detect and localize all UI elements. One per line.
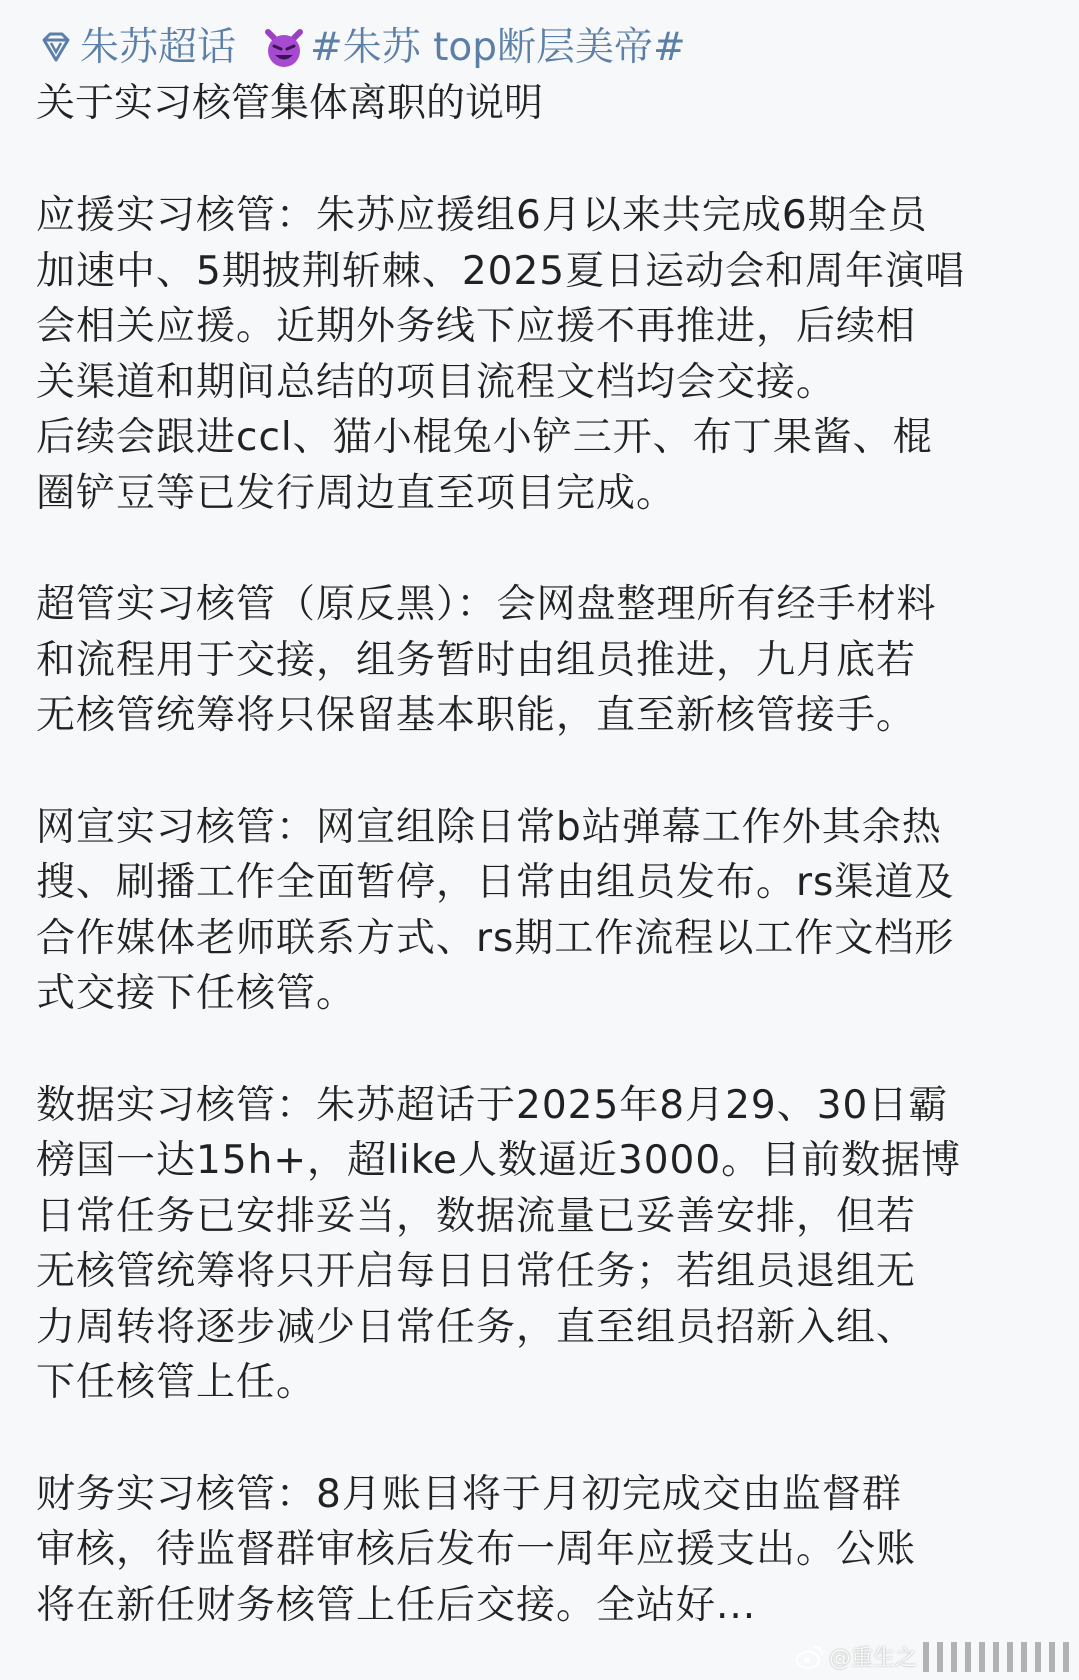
section-supervisor: [36, 577, 1046, 744]
text-line: 网宣实习核管：网宣组除日常b站弹幕工作外其余热: [36, 804, 942, 850]
text-line: 超管实习核管（原反黑）：会网盘整理所有经手材料: [36, 582, 937, 627]
section-finance: [36, 1467, 1046, 1634]
text-line: 日常任务已安排妥当，数据流量已妥善安排，但若: [36, 1193, 917, 1239]
supertopic-link[interactable]: 朱苏超话: [80, 25, 237, 70]
diamond-icon: [36, 28, 76, 68]
text-line: 力周转将逐步减少日常任务，直至组员招新入组、: [36, 1304, 917, 1350]
hashtag-link[interactable]: #朱苏 top断层美帝#: [310, 25, 686, 70]
weibo-post: [36, 20, 1046, 1633]
text-line: 榜国一达15h+，超like人数逼近3000。目前数据博: [36, 1138, 962, 1183]
text-line: 将在新任财务核管上任后交接。全站好...: [36, 1582, 757, 1628]
text-line: 后续会跟进ccl、猫小棍兔小铲三开、布丁果酱、棍: [36, 415, 933, 460]
text-line: 应援实习核管：朱苏应援组6月以来共完成6期全员: [36, 193, 928, 238]
text-line: 无核管统筹将只开启每日日常任务；若组员退组无: [36, 1249, 917, 1294]
section-publicity: [36, 800, 1046, 1022]
text-line: 式交接下任核管。: [36, 971, 357, 1016]
text-line: 下任核管上任。: [36, 1360, 317, 1405]
section-support: [36, 188, 1046, 521]
text-line: 搜、刷播工作全面暂停，日常由组员发布。rs渠道及: [36, 860, 955, 905]
text-line: 审核，待监督群审核后发布一周年应援支出。公账: [36, 1527, 917, 1572]
text-line: 和流程用于交接，组务暂时由组员推进，九月底若: [36, 637, 917, 683]
section-data: [36, 1078, 1046, 1411]
text-line: 加速中、5期披荆斩棘、2025夏日运动会和周年演唱: [36, 248, 966, 294]
watermark-bars: [923, 1642, 1073, 1672]
weibo-icon: [795, 1642, 825, 1672]
text-line: 无核管统筹将只保留基本职能，直至新核管接手。: [36, 693, 917, 738]
topic-line: [36, 20, 1046, 76]
text-line: 会相关应援。近期外务线下应援不再推进，后续相: [36, 304, 917, 349]
post-title: 关于实习核管集体离职的说明: [36, 81, 544, 126]
text-line: 数据实习核管：朱苏超话于2025年8月29、30日霸: [36, 1082, 949, 1128]
text-line: 圈铲豆等已发行周边直至项目完成。: [36, 470, 677, 516]
weibo-watermark: [795, 1641, 1073, 1672]
smiling-devil-icon: [262, 26, 306, 70]
watermark-text: @重生之: [828, 1646, 917, 1671]
text-line: 关渠道和期间总结的项目流程文档均会交接。: [36, 359, 837, 405]
text-line: 财务实习核管：8月账目将于月初完成交由监督群: [36, 1471, 902, 1517]
text-line: 合作媒体老师联系方式、rs期工作流程以工作文档形: [36, 915, 955, 961]
